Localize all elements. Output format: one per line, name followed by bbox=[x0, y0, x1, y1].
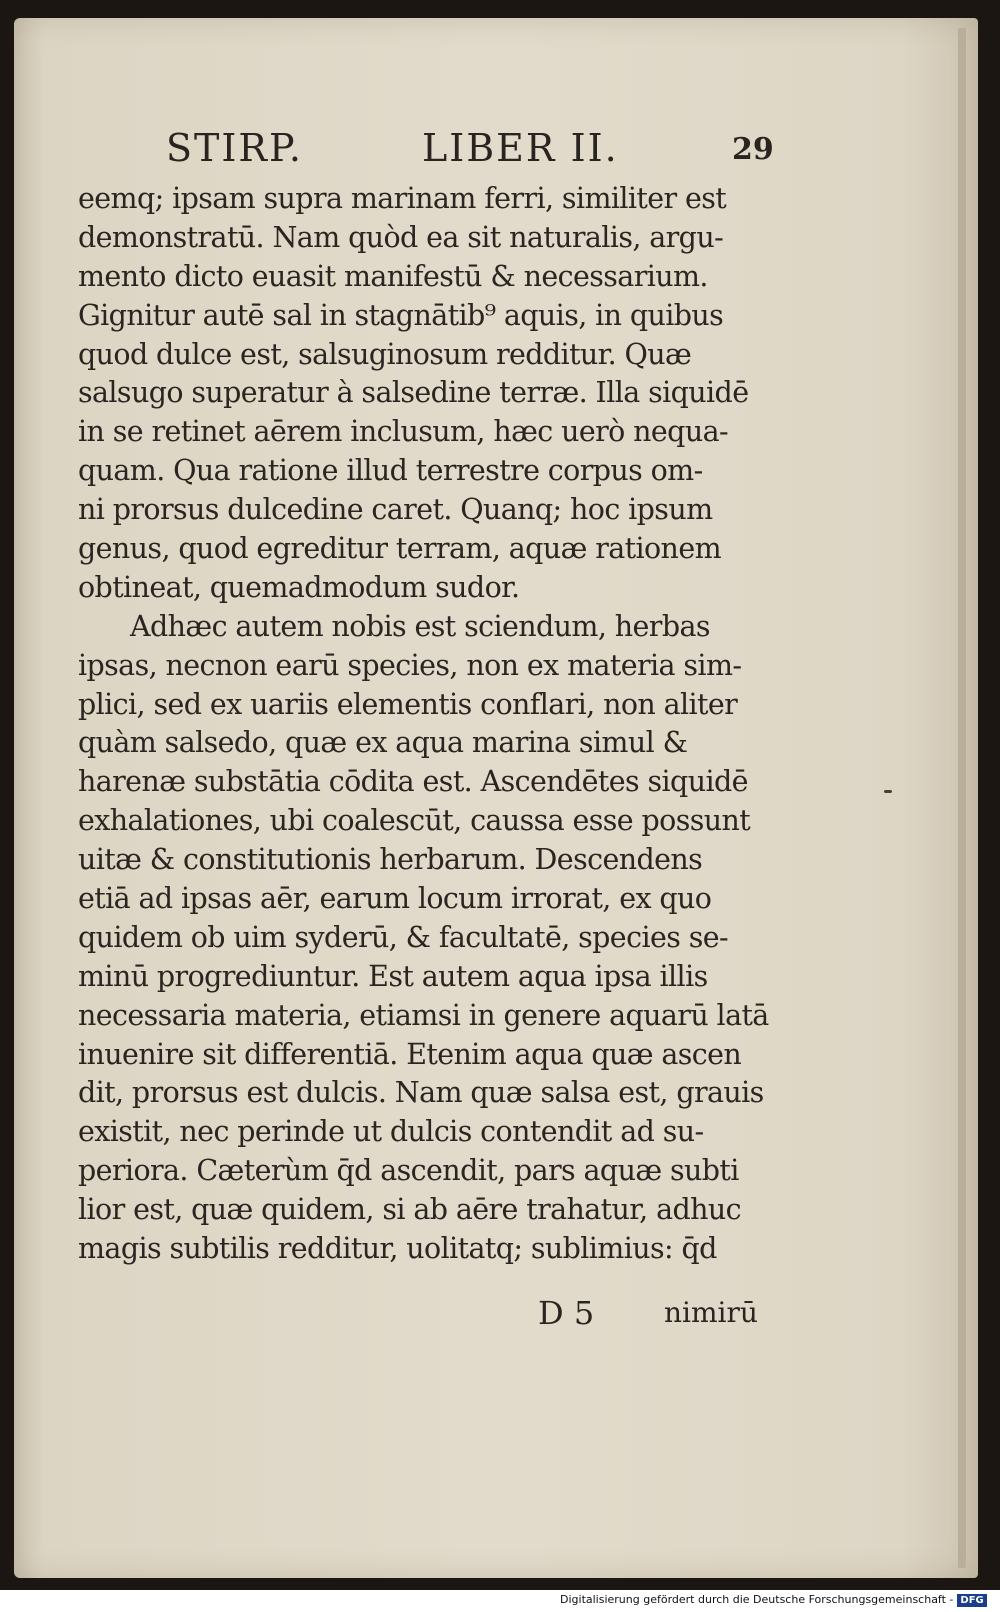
text-line: quam. Qua ratione illud terrestre corpus om- bbox=[78, 454, 703, 488]
ink-speck bbox=[884, 790, 892, 793]
dfg-logo: DFG bbox=[957, 1594, 986, 1607]
text-line: ipsas, necnon earū species, non ex materia sim- bbox=[78, 648, 742, 682]
text-line: necessaria materia, etiamsi in genere aquarū latā bbox=[78, 998, 769, 1032]
text-line: uitæ & constitutionis herbarum. Descendens bbox=[78, 843, 703, 877]
text-line: quod dulce est, salsuginosum redditur. Quæ bbox=[78, 337, 692, 371]
catch-line bbox=[538, 1294, 798, 1336]
text-line: lior est, quæ quidem, si ab aēre trahatur, adhuc bbox=[78, 1193, 741, 1227]
text-line: quàm salsedo, quæ ex aqua marina simul & bbox=[78, 726, 688, 760]
text-line: etiā ad ipsas aēr, earum locum irrorat, ex quo bbox=[78, 882, 712, 916]
text-line: demonstratū. Nam quòd ea sit naturalis, argu- bbox=[78, 220, 724, 254]
text-line: periora. Cæterùm q̄d ascendit, pars aquæ subti bbox=[78, 1154, 739, 1188]
text-line: ni prorsus dulcedine caret. Quanq; hoc ipsum bbox=[78, 493, 713, 527]
text-line: dit, prorsus est dulcis. Nam quæ salsa est, grauis bbox=[78, 1076, 764, 1110]
signature-mark: D 5 bbox=[538, 1294, 595, 1332]
text-line: mento dicto euasit manifestū & necessarium. bbox=[78, 259, 708, 293]
text-line: existit, nec perinde ut dulcis contendit ad su- bbox=[78, 1115, 704, 1149]
digitization-credit bbox=[560, 1593, 1000, 1611]
body-text bbox=[78, 180, 798, 1269]
header-short-title: STIRP. bbox=[166, 126, 303, 170]
text-line: genus, quod egreditur terram, aquæ rationem bbox=[78, 532, 722, 566]
running-header bbox=[150, 122, 780, 174]
text-line: obtineat, quemadmodum sudor. bbox=[78, 570, 520, 604]
text-line: minū progrediuntur. Est autem aqua ipsa illis bbox=[78, 959, 708, 993]
paragraph-start-line: Adhæc autem nobis est sciendum, herbas bbox=[130, 609, 710, 643]
page-edge bbox=[958, 28, 966, 1568]
text-line: eemq; ipsam supra marinam ferri, similiter est bbox=[78, 182, 727, 215]
text-line: exhalationes, ubi coalescūt, caussa esse possunt bbox=[78, 804, 751, 838]
text-line: quidem ob uim syderū, & facultatē, species se- bbox=[78, 920, 729, 954]
text-line: magis subtilis redditur, uolitatq; sublimius: q̄d bbox=[78, 1232, 717, 1266]
header-book-number: LIBER II. bbox=[422, 126, 619, 170]
credit-text: Digitalisierung gefördert durch die Deutsche Forschungsgemeinschaft - bbox=[560, 1593, 954, 1606]
text-line: Gignitur autē sal in stagnātib⁹ aquis, in quibus bbox=[78, 298, 724, 332]
text-line: in se retinet aērem inclusum, hæc uerò nequa- bbox=[78, 415, 729, 449]
page-number: 29 bbox=[732, 132, 774, 167]
text-line: plici, sed ex uariis elementis conflari, non aliter bbox=[78, 687, 738, 721]
text-line: harenæ substātia cōdita est. Ascendētes siquidē bbox=[78, 765, 748, 799]
text-line: salsugo superatur à salsedine terræ. Illa siquidē bbox=[78, 376, 749, 410]
text-line: inuenire sit differentiā. Etenim aqua quæ ascen bbox=[78, 1037, 742, 1071]
catchword: nimirū bbox=[664, 1296, 758, 1329]
